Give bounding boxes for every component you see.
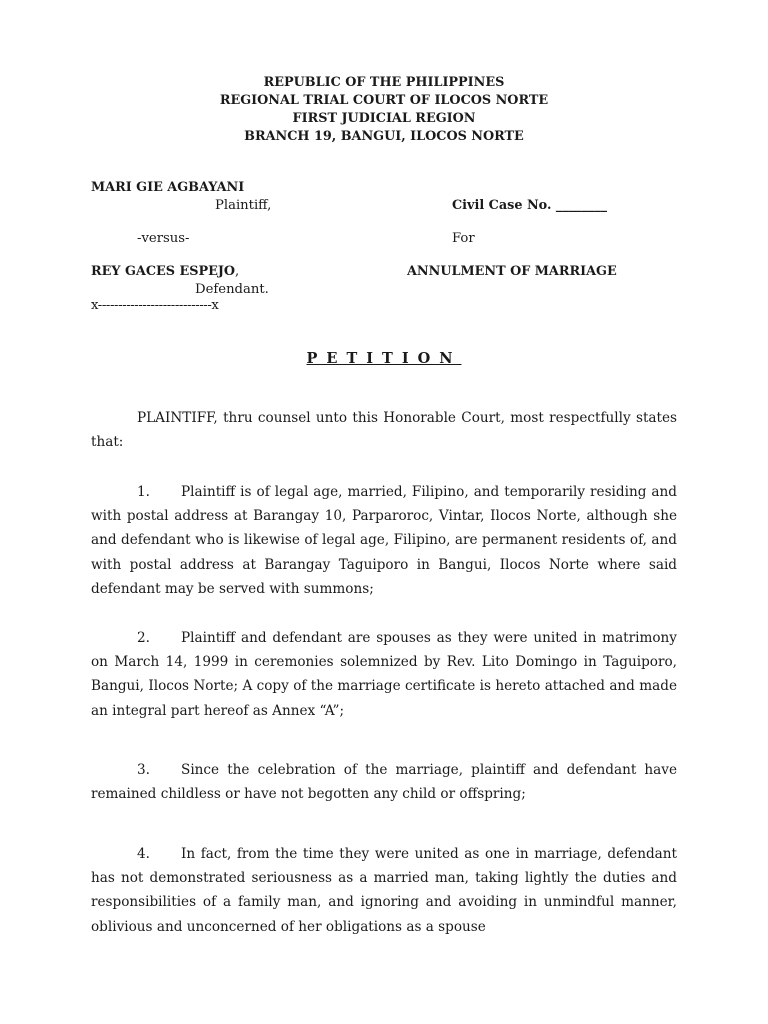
case-title: ANNULMENT OF MARRIAGE [407,264,617,279]
paragraph-4 [91,842,677,939]
header-republic: REPUBLIC OF THE PHILIPPINES [263,75,505,90]
defendant-comma: , [235,264,240,279]
paragraph-1 [91,480,677,601]
paragraph-number: 4. [137,846,150,862]
paragraph-number: 1. [137,484,150,500]
defendant-name: REY GACES ESPEJO [91,264,236,279]
paragraph-text: In fact, from the time they were united as one in marriage, defendant has not demonstrated seriousness as a married man, taking lightly the duties and responsibilities of a family man, and ignoring and avoiding in unmindful manner, oblivious and unconcerned of her obligations as a spouse [91,846,677,935]
defendant-name-line [91,264,239,279]
paragraph-text: Plaintiff and defendant are spouses as they were united in matrimony on March 14, 1999 in ceremonies solemnized by Rev. Lito Domingo in Taguiporo, Bangui, Ilocos Norte; A copy of the marriage certificate is hereto attached and made an integral part hereof as Annex “A”; [91,630,677,719]
paragraph-2 [91,626,677,723]
civil-case-number: Civil Case No. ________ [452,198,608,213]
header-region: FIRST JUDICIAL REGION [292,111,476,126]
header-branch: BRANCH 19, BANGUI, ILOCOS NORTE [244,129,524,144]
document-title: PETITION [306,350,462,367]
plaintiff-label: Plaintiff, [215,198,272,213]
paragraph-text: Since the celebration of the marriage, plaintiff and defendant have remained childless or have not begotten any child or offspring; [91,762,677,803]
paragraph-number: 3. [137,762,150,778]
paragraph-text: Plaintiff is of legal age, married, Filipino, and temporarily residing and with postal address at Barangay 10, Parparoroc, Vintar, Ilocos Norte, although she and defendant who is likewise of legal age, Filipino, are permanent residents of, and with postal address at Barangay Taguiporo in Bangui, Ilocos Norte where said defendant may be served with summons; [91,484,677,597]
header-court: REGIONAL TRIAL COURT OF ILOCOS NORTE [219,93,549,108]
defendant-label: Defendant. [195,282,269,297]
plaintiff-name: MARI GIE AGBAYANI [91,180,245,195]
for-label: For [452,231,475,246]
intro-paragraph [91,406,677,454]
intro-text: PLAINTIFF, thru counsel unto this Honorable Court, most respectfully states that: [91,410,677,451]
versus-label: -versus- [137,231,190,246]
paragraph-number: 2. [137,630,150,646]
paragraph-3 [91,758,677,806]
caption-separator: x----------------------------x [91,298,219,313]
